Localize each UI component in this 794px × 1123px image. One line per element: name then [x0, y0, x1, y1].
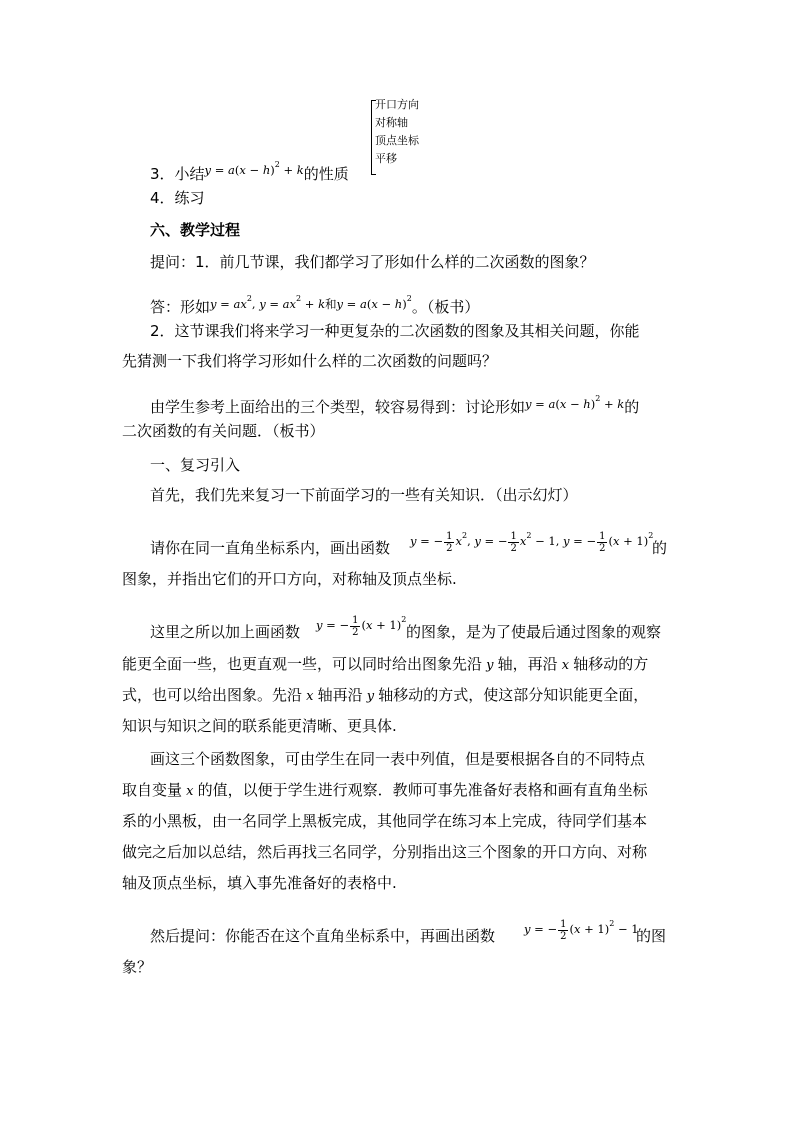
answer-1 — [150, 289, 479, 317]
formula-three-functions: y = − $\frac{1}{2}$ $x^2$, y = − $\frac{1}{2}$ $x^2 - 1$, y = − $\frac{1}{2}$ $(x + 1)^2$ — [410, 530, 654, 554]
review-intro: 首先，我们先来复习一下前面学习的一些有关知识．（出示幻灯） — [150, 486, 578, 504]
formula-final-function: y = − $\frac{1}{2}$ $(x + 1)^2 - 1$ — [524, 918, 639, 942]
var-y-2: y — [362, 689, 379, 704]
review-heading: 一、复习引入 — [150, 456, 241, 474]
summary-item-3-prefix: 3．小结 — [150, 165, 205, 183]
formula-vertex-form-2: y = a(x − h)2 + k — [525, 394, 625, 411]
paragraph-4-suffix: 的 — [652, 539, 668, 557]
paragraph-5-prefix: 这里之所以加上画函数 — [150, 623, 301, 641]
summary-item-4: 4．练习 — [150, 189, 205, 207]
paragraph-7-prefix: 然后提问：你能否在这个直角坐标系中，再画出函数 — [150, 927, 496, 945]
formula-three-forms: y = ax2, y = ax2 + k和y = a(x − h)2 — [210, 294, 412, 311]
paragraph-3-prefix: 由学生参考上面给出的三个类型，较容易得到：讨论形如 — [150, 398, 526, 416]
paragraph-5-line-4: 知识与知识之间的联系能更清晰、更具体. — [122, 717, 397, 735]
question-2-line-2: 先猜测一下我们将学习形如什么样的二次函数的问题吗？ — [122, 352, 498, 370]
summary-item-3 — [150, 155, 349, 184]
paragraph-5-line-3-c: 轴移动的方式，使这部分知识能更全面， — [378, 686, 649, 704]
paragraph-3-line-2: 二次函数的有关问题．（板书） — [122, 422, 325, 440]
paragraph-5-line-2-c: 轴移动的方 — [573, 655, 649, 673]
answer-1-suffix: 。（板书） — [411, 298, 480, 316]
paragraph-3-suffix: 的 — [624, 398, 640, 416]
answer-1-prefix: 答：形如 — [150, 298, 211, 316]
paragraph-6-line-1: 画这三个函数图象，可由学生在同一表中列值，但是要根据各自的不同特点 — [150, 750, 646, 768]
var-y: y — [482, 658, 498, 673]
paragraph-3-line-1 — [150, 389, 639, 417]
paragraph-6-line-4: 做完之后加以总结，然后再找三名同学，分别指出这三个图象的开口方向、对称 — [122, 843, 648, 861]
section-heading: 六、教学过程 — [150, 221, 241, 239]
paragraph-5-line-2-b: 轴，再沿 — [497, 655, 558, 673]
paragraph-5-line-3 — [122, 685, 648, 707]
summary-item-3-suffix: 的性质 — [303, 165, 349, 183]
paragraph-5-line-3-a: 式，也可以给出图象。先沿 — [122, 686, 303, 704]
question-1: 提问：1．前几节课，我们都学习了形如什么样的二次函数的图象？ — [150, 253, 595, 271]
var-x: x — [557, 658, 574, 673]
property-axis: 对称轴 — [375, 116, 408, 129]
paragraph-5-line-3-b: 轴再沿 — [317, 686, 363, 704]
paragraph-6-line-2 — [122, 780, 648, 802]
var-x-2: x — [302, 689, 318, 704]
paragraph-5-line-2-a: 能更全面一些，也更直观一些，可以同时给出图象先沿 — [122, 655, 483, 673]
paragraph-4-line-1: 请你在同一直角坐标系内，画出函数 — [150, 539, 391, 557]
paragraph-6-line-2-b: 的值，以便于学生进行观察．教师可事先准备好表格和画有直角坐标 — [197, 781, 648, 799]
paragraph-7-suffix: 的图 — [636, 927, 667, 945]
formula-vertex-form: y = a(x − h)2 + k — [204, 160, 304, 177]
paragraph-5-line-2 — [122, 654, 648, 676]
paragraph-5-suffix: 的图象，是为了使最后通过图象的观察 — [406, 623, 662, 641]
question-2-line-1: 2．这节课我们将来学习一种更复杂的二次函数的图象及其相关问题，你能 — [150, 322, 640, 340]
paragraph-6-line-2-a: 取自变量 — [122, 781, 183, 799]
var-x-3: x — [182, 784, 198, 799]
paragraph-6-line-3: 系的小黑板，由一名同学上黑板完成，其他同学在练习本上完成，待同学们基本 — [122, 812, 648, 830]
property-vertex: 顶点坐标 — [375, 134, 419, 147]
property-translation: 平移 — [375, 152, 397, 165]
paragraph-4-line-2: 图象，并指出它们的开口方向，对称轴及顶点坐标. — [122, 570, 457, 588]
property-opening-direction: 开口方向 — [375, 98, 419, 111]
paragraph-6-line-5: 轴及顶点坐标，填入事先准备好的表格中. — [122, 874, 397, 892]
formula-shifted-function: y = − $\frac{1}{2}$ $(x + 1)^2$ — [316, 614, 407, 638]
paragraph-7-line-2: 象？ — [122, 958, 153, 976]
